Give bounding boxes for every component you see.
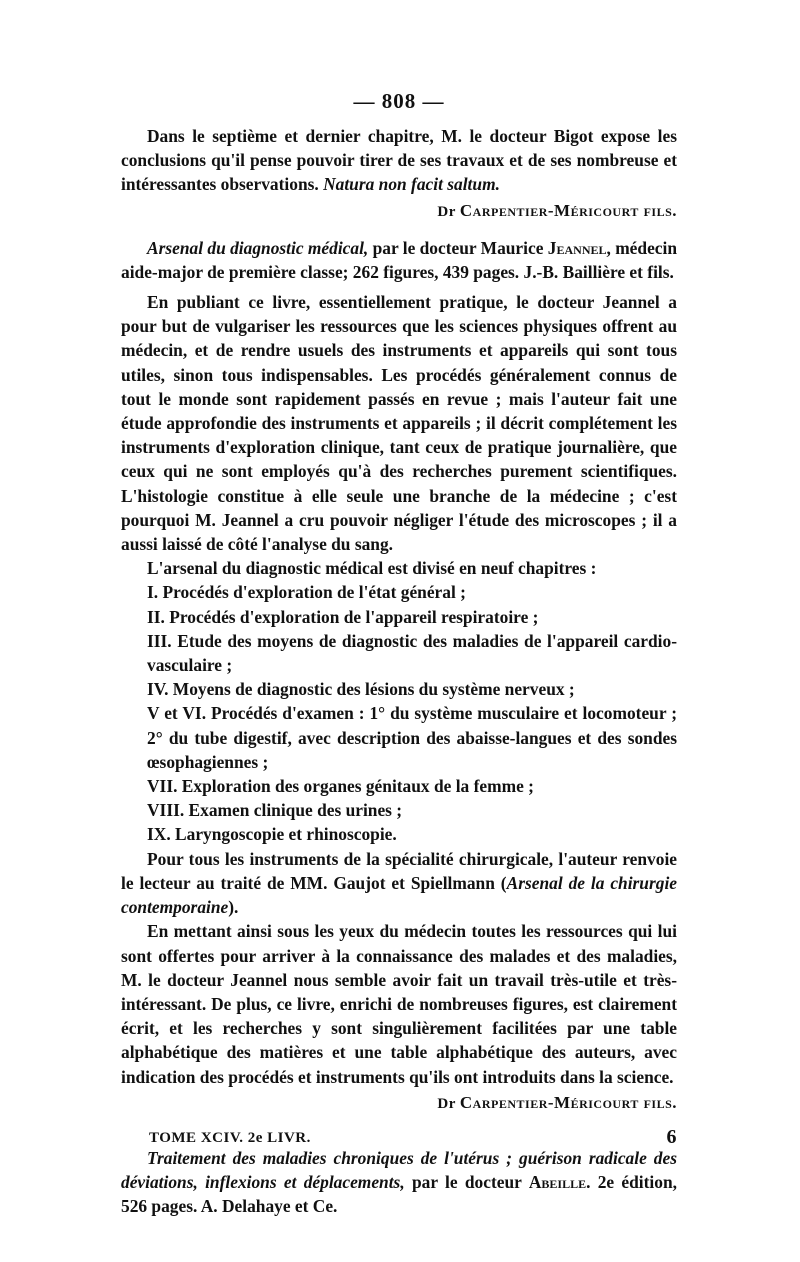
chapter-item: II. Procédés d'exploration de l'appareil respiratoire ; [147, 606, 539, 627]
signature-name: Carpentier-Méricourt fils. [459, 1092, 677, 1112]
entry-jeannel-heading [121, 236, 677, 284]
signature-prefix: Dr [437, 1095, 456, 1112]
entry-text: par le docteur Maurice [368, 237, 548, 258]
signature-prefix: Dr [437, 203, 456, 220]
entry-abeille-heading [121, 1146, 677, 1219]
paragraph-bigot-conclusion [121, 124, 677, 197]
entry-details: , médecin aide-major de première classe; 262 figures, 439 pages. J.-B. Baillière et fils. [121, 237, 678, 282]
motto: Natura non facit saltum. [323, 174, 500, 195]
author-name: Abeille [528, 1171, 587, 1192]
author-name: Jeannel [547, 237, 607, 258]
paragraph-surgical-reference [121, 847, 677, 920]
page-number: — 808 — [353, 89, 445, 113]
chapter-item: IV. Moyens de diagnostic des lésions du système nerveux ; [147, 679, 575, 700]
book-title: Arsenal du diagnostic médical, [147, 237, 369, 258]
entry-text: par le docteur [404, 1171, 529, 1192]
paragraph-jeannel-conclusion: En mettant ainsi sous les yeux du médecin toutes les ressources qui lui sont offertes pour arriver à la connaissance des malades et des maladies, M. le docteur Jeannel nous semble avoir fait un travail très-utile et très-intéressant. De plus, ce livre, enrichi de nombreuses figures, est clairement écrit, et les recherches y sont singulièrement facilitées par une table alphabétique des matières et une table alphabétique des auteurs, avec indication des procédés et instruments qu'ils ont introduits dans la science. [121, 921, 677, 1087]
signature-2 [121, 1089, 677, 1118]
paragraph-text: Pour tous les instruments de la spécialité chirurgicale, l'auteur renvoie le lecteur au traité de MM. Gaujot et Spiellmann ( [121, 848, 677, 893]
entry-details: . 2e édition, 526 pages. A. Delahaye et Ce. [121, 1171, 677, 1217]
chapter-item: IX. Laryngoscopie et rhinoscopie. [147, 824, 397, 845]
paragraph-chapter-intro: L'arsenal du diagnostic médical est divisé en neuf chapitres : [147, 558, 597, 579]
chapter-item: V et VI. Procédés d'examen : 1° du système musculaire et locomoteur ; 2° du tube digestif, avec description des abaisse-langues et des sondes œsophagiennes ; [147, 703, 677, 772]
page-footer [149, 1126, 677, 1156]
sheet-number: 6 [666, 1126, 677, 1148]
chapter-item: VIII. Examen clinique des urines ; [147, 800, 403, 821]
signature-mark: TOME XCIV. 2e LIVR. [149, 1130, 311, 1146]
paragraph-jeannel-review: En publiant ce livre, essentiellement pratique, le docteur Jeannel a pour but de vulgariser les ressources que les sciences physiques offrent au médecin, et de rendre usuels des instruments et appareils qui sont tous utiles, sinon tous indispensables. Les procédés généralement connus de tout le monde sont rapidement passés en revue ; mais l'auteur fait une étude approfondie des instruments et appareils ; il décrit complétement les instruments d'exploration clinique, tant ceux de pratique journalière, que ceux qui ne sont employés qu'à des recherches purement scientifiques. L'histologie constitue à elle seule une branche de la médecine ; c'est pourquoi M. Jeannel a cru pouvoir négliger l'étude des microscopes ; il a aussi laissé de côté l'analyse du sang. [121, 292, 677, 555]
paragraph-text: Dans le septième et dernier chapitre, M. le docteur Bigot expose les conclusions qu'il pense pouvoir tirer de ses travaux et de ses nombreuse et intéressantes observations. [121, 126, 677, 195]
chapter-item: VII. Exploration des organes génitaux de la femme ; [147, 776, 534, 797]
signature-name: Carpentier-Méricourt fils. [459, 200, 677, 220]
chapter-item: I. Procédés d'exploration de l'état général ; [147, 582, 466, 603]
paragraph-text: ). [228, 897, 239, 918]
signature-1 [121, 197, 677, 226]
book-title: Traitement des maladies chroniques de l'utérus ; guérison radicale des déviations, inflexions et déplacements, [121, 1147, 677, 1192]
cited-title: Arsenal de la chirurgie contemporaine [121, 872, 677, 918]
chapter-item: III. Etude des moyens de diagnostic des maladies de l'appareil cardio-vasculaire ; [147, 630, 677, 676]
